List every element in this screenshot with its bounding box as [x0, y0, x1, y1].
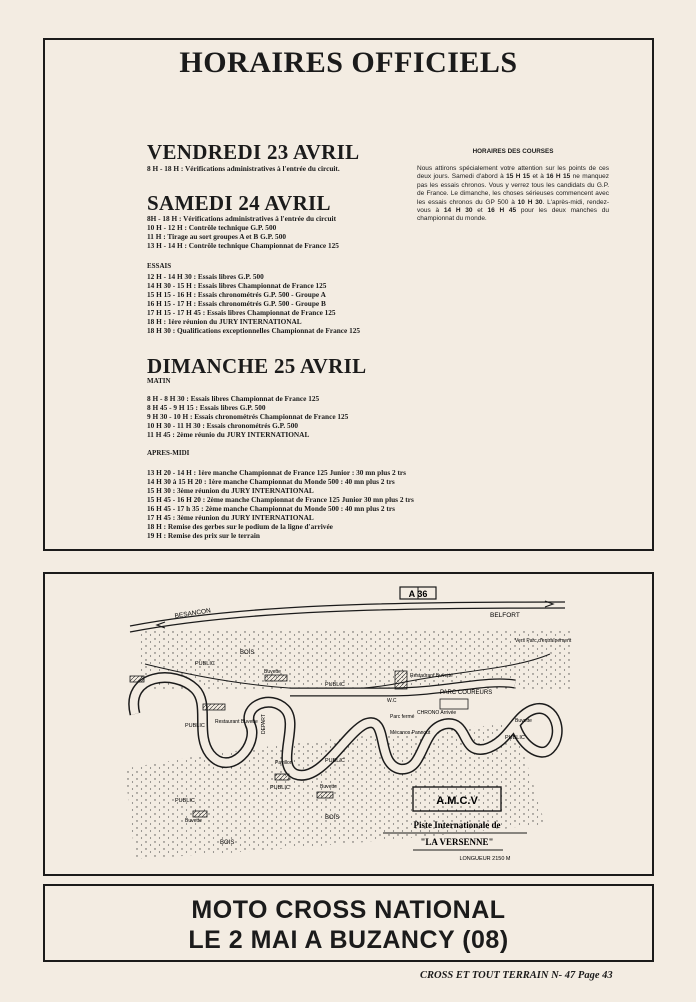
public-label: PUBLIC [185, 723, 205, 729]
parc-ferme-label: Parc fermé [390, 714, 415, 720]
time-highlight: 16 H 45 [487, 207, 517, 215]
public-label: PUBLIC [325, 758, 345, 764]
organizer-label: A.M.C.V [436, 795, 478, 807]
courses-text-part: . L'après-midi, rendez-vous à [417, 198, 609, 215]
saturday-heading: SAMEDI 24 AVRIL [147, 191, 331, 215]
parc-coureurs-label: PARC COUREURS [440, 690, 493, 696]
woods-label: BOIS [325, 815, 340, 821]
restaurant-label: Restaurant Buvette [215, 719, 258, 725]
time-highlight: 10 H 30 [517, 198, 543, 206]
belfort-label: BELFORT [490, 612, 520, 619]
courses-title: HORAIRES DES COURSES [472, 148, 554, 155]
chrono-label: CHRONO Arrivée [417, 710, 457, 716]
essais-list [147, 272, 360, 335]
buvette-label: Buvette [515, 718, 532, 724]
courses-text [417, 165, 609, 224]
besancon-label: BESANCON [174, 607, 212, 620]
schedule-line: 13 H - 14 H : Contrôle technique Championnat de France 125 [147, 241, 339, 250]
piste-line-2: "LA VERSENNE" [420, 837, 494, 847]
public-label: PUBLIC [505, 735, 525, 741]
mecanos-label: Mécanos Pannout [390, 730, 431, 736]
schedule-line: 18 H : 1ère réunion du JURY INTERNATIONAL [147, 317, 302, 326]
saturday-list [147, 214, 339, 250]
buvette-label: Buvette [320, 784, 337, 790]
highway-sign [400, 587, 436, 599]
schedule-line: 8 H 45 - 9 H 15 : Essais libres G.P. 500 [147, 403, 266, 412]
friday-heading: VENDREDI 23 AVRIL [147, 140, 360, 164]
schedule-line: 12 H - 14 H 30 : Essais libres G.P. 500 [147, 272, 264, 281]
woods-label: BOIS [240, 650, 255, 656]
courses-text-part: ne manquez pas les essais chronos. Vous y verrez tous les candidats du G.P. de France. Le dimanche, les choses sérieuses commencent avec les essais chronos du GP 500 à [417, 173, 609, 206]
schedule-line: 17 H 45 : 3ème réunion du JURY INTERNATIONAL [147, 513, 314, 522]
pavillon-label: Pavillon [275, 760, 293, 766]
buvette-label: Buvette [185, 818, 202, 824]
schedule-line: 11 H 45 : 2ème réunio du JURY INTERNATIONAL [147, 430, 310, 439]
schedule-line: 15 H 15 - 16 H : Essais chronométrés G.P. 500 - Groupe A [147, 290, 326, 299]
essais-heading: ESSAIS [147, 262, 172, 270]
buvette-label: Buvette [264, 669, 281, 675]
parc-entrainement-label: Vers Parc d'entraînement [515, 638, 572, 644]
schedule-line: 16 H 15 - 17 H : Essais chronométrés G.P. 500 - Groupe B [147, 299, 326, 308]
schedule-line: 14 H 30 à 15 H 20 : 1ère manche Championnat du Monde 500 : 40 mn plus 2 trs [147, 477, 395, 486]
public-label: PUBLIC [270, 785, 290, 791]
restaurant-label: Restaurant Buvette [410, 673, 453, 679]
matin-label: MATIN [147, 377, 171, 385]
page-footer: CROSS ET TOUT TERRAIN N- 47 Page 43 [420, 970, 613, 981]
public-label: PUBLIC [195, 661, 215, 667]
courses-text-part: et [472, 207, 488, 215]
time-highlight: 16 H 15 [546, 173, 571, 181]
schedule-line: 9 H 30 - 10 H : Essais chronométrés Championnat de France 125 [147, 412, 349, 421]
schedule-line: 11 H : Tirage au sort groupes A et B G.P. 500 [147, 232, 286, 241]
wc-label: W.C [387, 698, 397, 704]
courses-text-part: Nous attirons spécialement votre attention sur les points de ces deux jours. Samedi d'abord à [417, 165, 609, 181]
circuit-map-box [43, 572, 654, 876]
public-label: PUBLIC [325, 682, 345, 688]
schedule-line: 10 H - 12 H : Contrôle technique G.P. 500 [147, 223, 277, 232]
matin-list [147, 394, 348, 439]
schedule-line: 8 H - 18 H : Vérifications administratives à l'entrée du circuit. [147, 164, 340, 173]
schedule-line: 15 H 30 : 3ème réunion du JURY INTERNATIONAL [147, 486, 314, 495]
schedule-line: 13 H 20 - 14 H : 1ère manche Championnat de France 125 Junior : 30 mn plus 2 trs [147, 468, 406, 477]
promo-box [43, 884, 654, 962]
courses-text-part: et à [530, 173, 547, 181]
promo-line-1: MOTO CROSS NATIONAL [191, 896, 506, 924]
schedule-line: 18 H : Remise des gerbes sur le podium de la ligne d'arrivée [147, 522, 333, 531]
sunday-heading: DIMANCHE 25 AVRIL [147, 354, 367, 378]
schedule-line: 18 H 30 : Qualifications exceptionnelles Championnat de France 125 [147, 326, 361, 335]
courses-sidebar [417, 148, 609, 224]
highway [130, 601, 565, 632]
woods-label: BOIS [220, 840, 235, 846]
piste-line-1: Piste Internationale de [413, 820, 501, 830]
depart-label: DEPART [261, 714, 267, 734]
apres-midi-list [147, 468, 414, 540]
courses-text-part: pour les deux manches du championnat du monde. [417, 207, 609, 223]
schedule-line: 8H - 18 H : Vérifications administratives à l'entrée du circuit [147, 214, 337, 223]
circuit-map [45, 574, 652, 874]
schedule-box [43, 38, 654, 551]
schedule-line: 16 H 45 - 17 h 35 : 2ème manche Championnat du Monde 500 : 40 mn plus 2 trs [147, 504, 395, 513]
schedule-line: 17 H 15 - 17 H 45 : Essais libres Championnat de France 125 [147, 308, 336, 317]
time-highlight: 14 H 30 [443, 207, 473, 215]
schedule-line: 19 H : Remise des prix sur le terrain [147, 531, 260, 540]
schedule-line: 14 H 30 - 15 H : Essais libres Championnat de France 125 [147, 281, 327, 290]
apres-midi-label: APRES-MIDI [147, 449, 190, 457]
time-highlight: 15 H 15 [506, 173, 531, 181]
public-label: PUBLIC [175, 798, 195, 804]
promo-line-2: LE 2 MAI A BUZANCY (08) [188, 926, 509, 954]
schedule-line: 15 H 45 - 16 H 20 : 2ème manche Championnat de France 125 Junior 30 mn plus 2 trs [147, 495, 414, 504]
page-title: HORAIRES OFFICIELS [179, 46, 518, 79]
friday-list [147, 164, 340, 173]
track-length: LONGUEUR 2150 M [459, 856, 511, 862]
schedule-line: 8 H - 8 H 30 : Essais libres Championnat de France 125 [147, 394, 320, 403]
schedule-line: 10 H 30 - 11 H 30 : Essais chronométrés G.P. 500 [147, 421, 299, 430]
highway-label: A 36 [408, 589, 428, 599]
